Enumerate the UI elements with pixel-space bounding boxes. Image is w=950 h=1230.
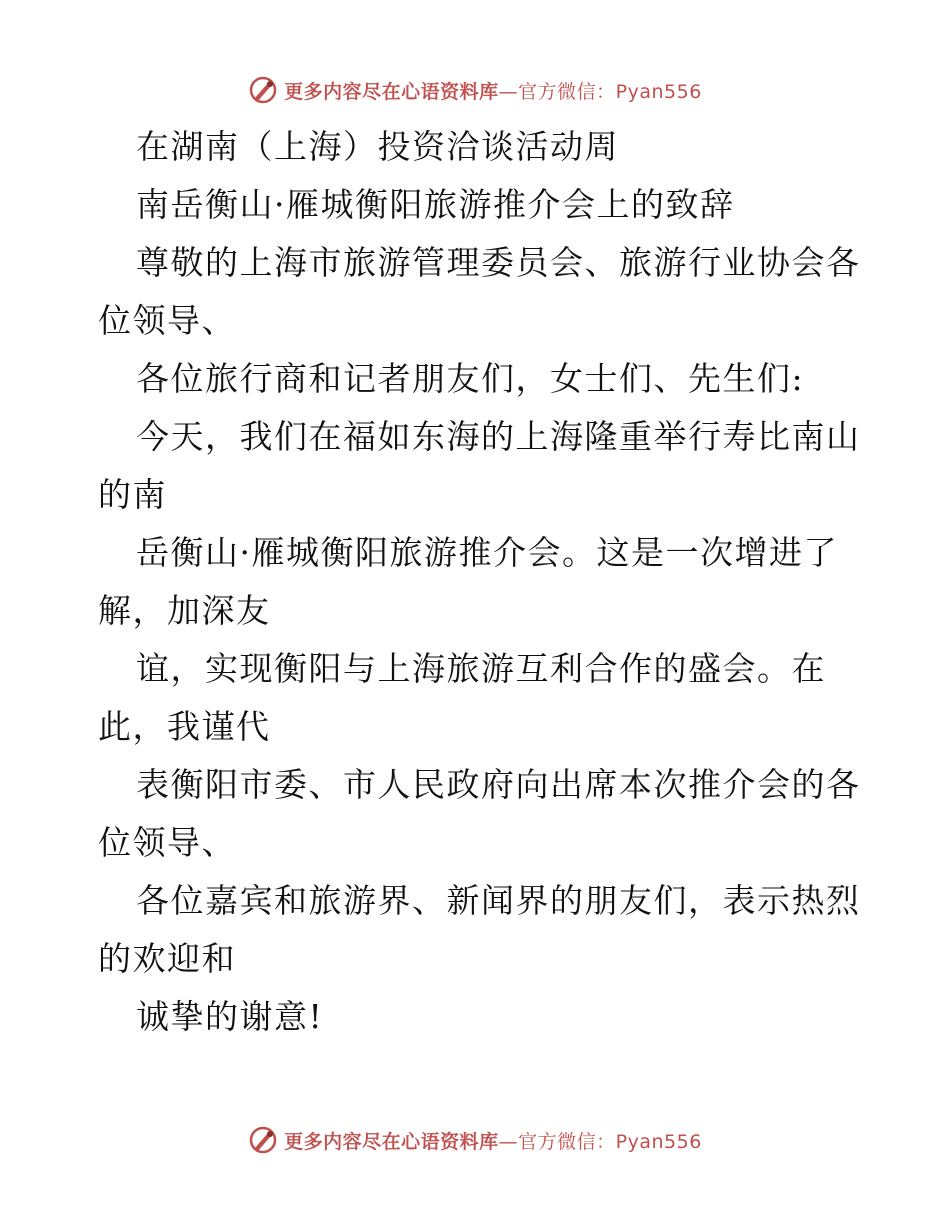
banner-wechat-text: 官方微信：Pyan556 [518,1130,702,1153]
paragraph-line: 的南 [98,475,167,514]
banner-text [284,1127,702,1154]
document-title-line-2: 南岳衡山·雁城衡阳旅游推介会上的致辞 [136,185,735,224]
paragraph-line: 的欢迎和 [98,939,236,978]
header-banner [0,72,950,108]
paragraph-line: 诚挚的谢意! [136,997,324,1036]
document-title-line-1: 在湖南（上海）投资洽谈活动周 [136,127,619,166]
quill-pen-logo-icon [248,1125,278,1155]
banner-text [284,77,702,104]
banner-separator: — [498,80,519,103]
banner-site-text: 更多内容尽在心语资料库 [284,1130,499,1153]
paragraph-line: 位领导、 [98,823,236,862]
quill-pen-logo-icon [248,75,278,105]
banner-site-text: 更多内容尽在心语资料库 [284,80,499,103]
paragraph-line: 解，加深友 [98,591,271,630]
paragraph-line: 岳衡山·雁城衡阳旅游推介会。这是一次增进了 [136,533,838,572]
paragraph-line: 各位旅行商和记者朋友们，女士们、先生们: [136,359,805,398]
paragraph-line: 今天，我们在福如东海的上海隆重举行寿比南山 [136,417,861,456]
paragraph-line: 位领导、 [98,301,236,340]
paragraph-line: 此，我谨代 [98,707,271,746]
paragraph-line: 尊敬的上海市旅游管理委员会、旅游行业协会各 [136,243,861,282]
banner-separator: — [498,1130,519,1153]
document-body [98,118,861,1046]
paragraph-line: 表衡阳市委、市人民政府向出席本次推介会的各 [136,765,861,804]
footer-banner [0,1122,950,1158]
paragraph-line: 各位嘉宾和旅游界、新闻界的朋友们，表示热烈 [136,881,861,920]
paragraph-line: 谊，实现衡阳与上海旅游互利合作的盛会。在 [136,649,826,688]
banner-wechat-text: 官方微信：Pyan556 [518,80,702,103]
